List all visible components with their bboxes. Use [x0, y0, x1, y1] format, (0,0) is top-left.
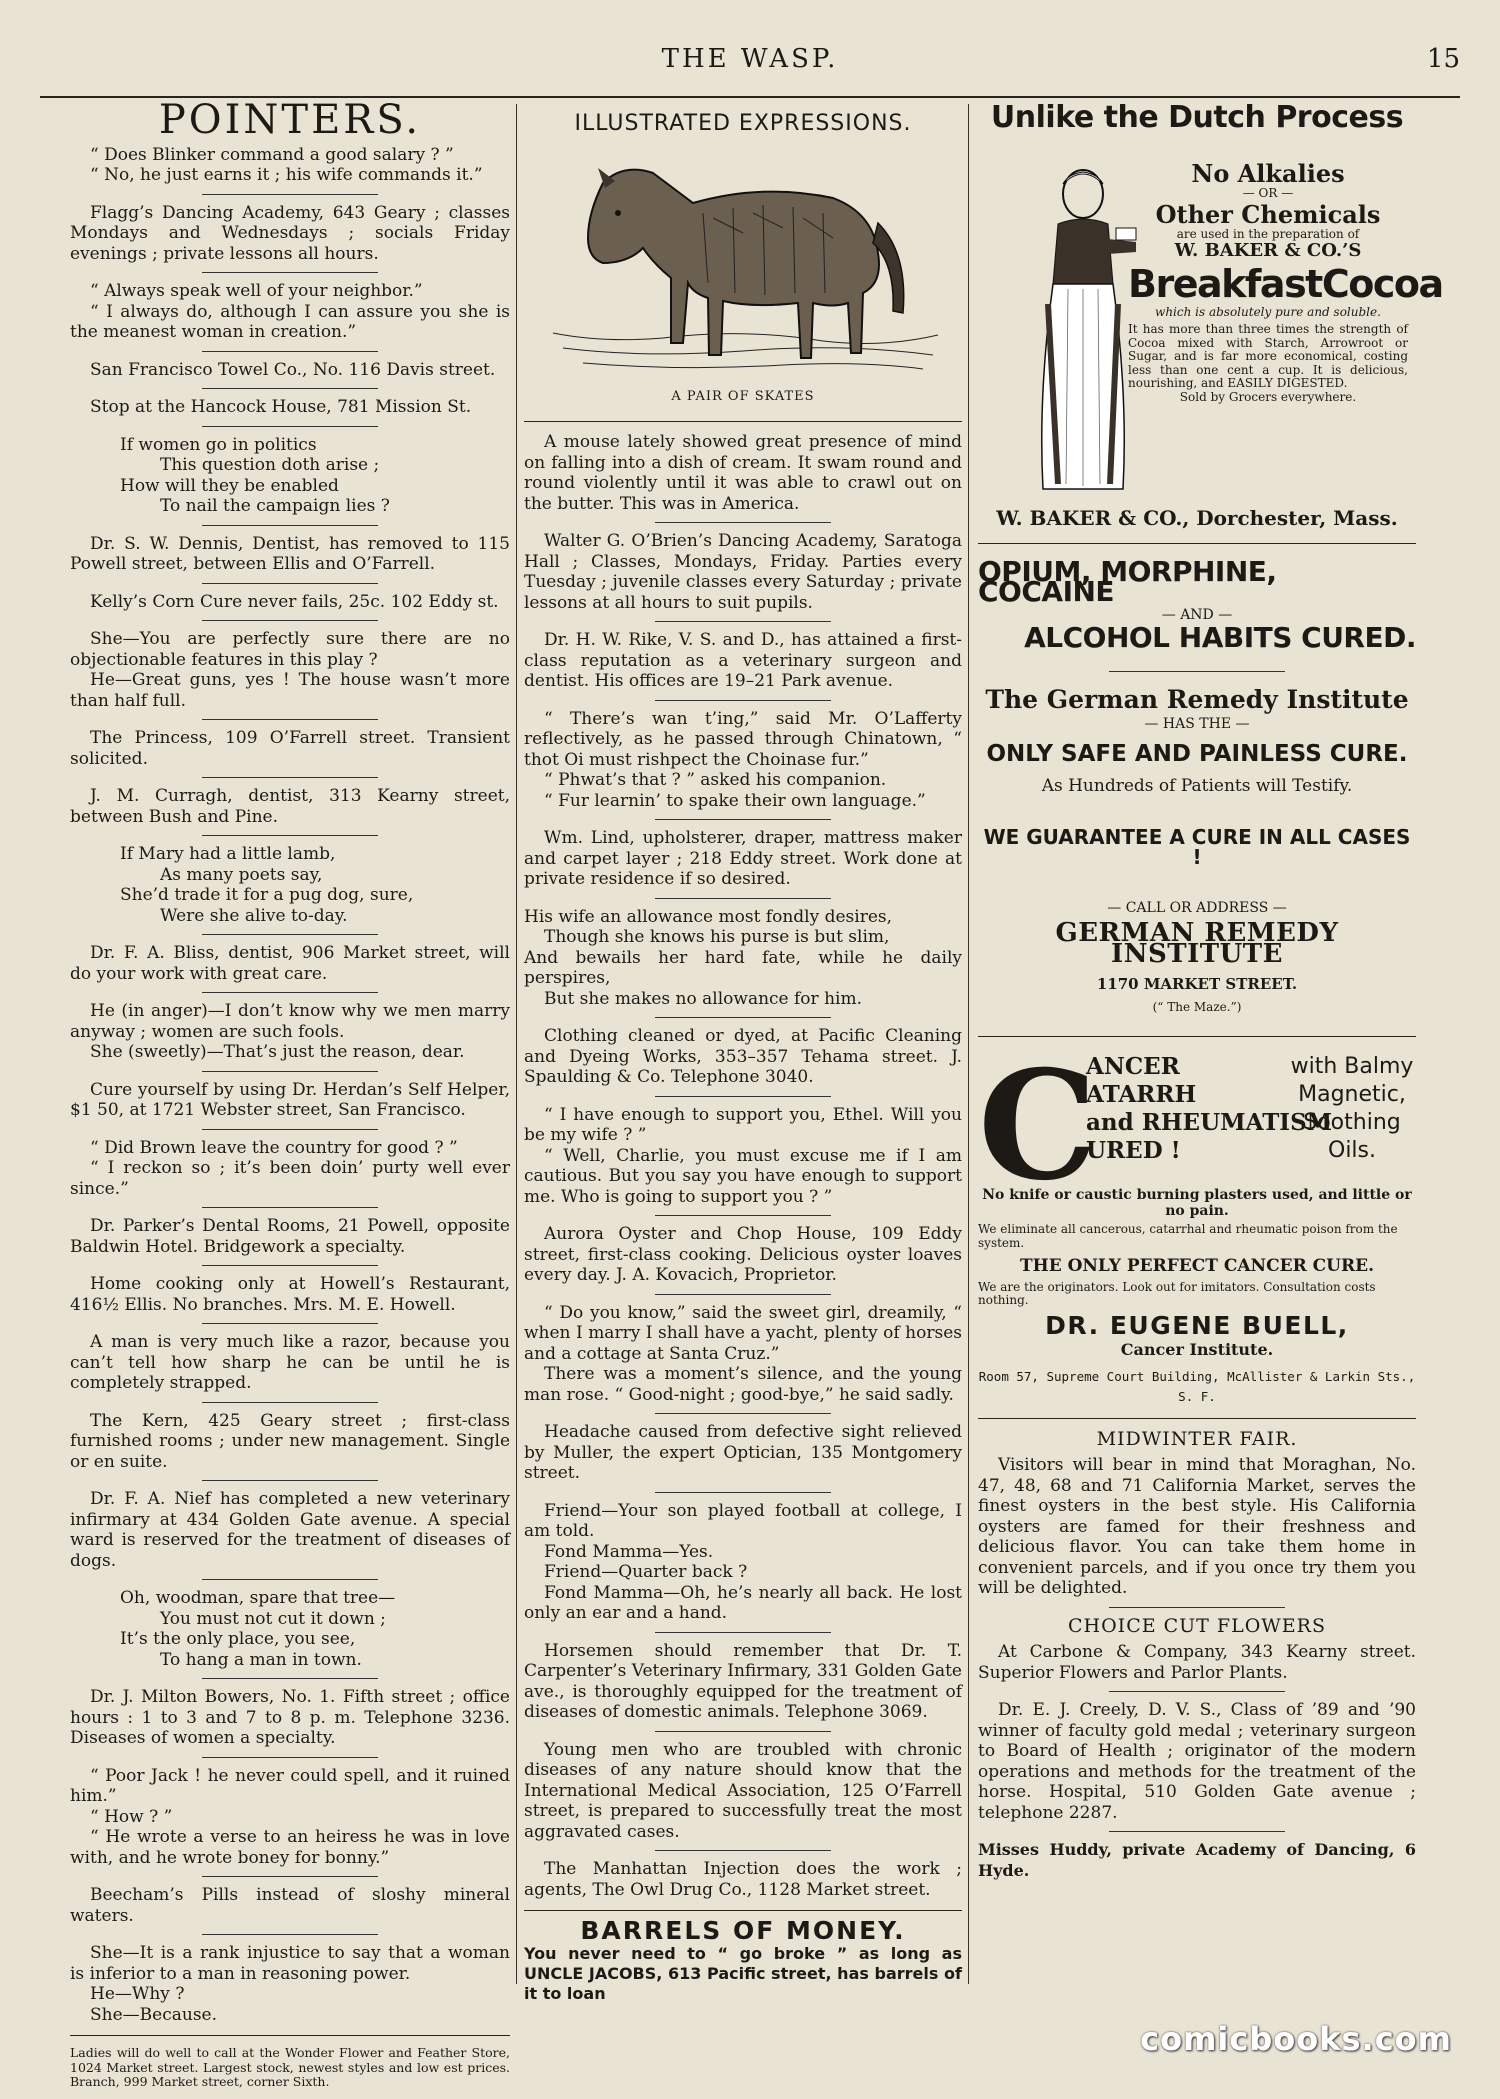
separator — [655, 1850, 830, 1851]
page-header — [40, 44, 1460, 84]
football-joke: Friend—Your son played football at college, I am told. Fond Mamma—Yes. Friend—Quarter back ? Fond Mamma—Oh, he’s nearly all back. He lost only an ear and a hand. — [524, 1500, 962, 1623]
separator — [202, 525, 378, 526]
rike-ad: Dr. H. W. Rike, V. S. and D., has attained a first-class reputation as a veterinary surgeon and dentist. His offices are 19–21 Park avenue. — [524, 630, 962, 691]
rule — [978, 1036, 1416, 1037]
separator — [1109, 1607, 1284, 1608]
separator — [655, 819, 830, 820]
neighbor-joke: “ Always speak well of your neighbor.” “ I always do, although I can assure you she is the meanest woman in creation.” — [70, 281, 510, 342]
huddy-ad: Misses Huddy, private Academy of Dancing, 6 Hyde. — [978, 1840, 1416, 1880]
separator — [655, 621, 830, 622]
separator — [655, 1632, 830, 1633]
clothing-ad: Clothing cleaned or dyed, at Pacific Cleaning and Dyeing Works, 353–357 Tehama street. J. Spaulding & Co. Telephone 3040. — [524, 1026, 962, 1087]
column-divider-2 — [968, 104, 969, 1984]
princess-ad: The Princess, 109 O’Farrell street. Transient solicited. — [70, 728, 510, 769]
politics-poem: If women go in politics This question doth arise ; How will they be enabled To nail the campaign lies ? — [120, 434, 390, 516]
column-illustrated — [524, 104, 962, 2004]
chocolate-girl-illustration — [1028, 164, 1138, 494]
separator — [202, 1757, 378, 1758]
olafferty-joke: “ There’s wan t’ing,” said Mr. O’Lafferty reflectively, as he passed through Chinatown, “ thot Oi must rishpect the Choinase fur.” “ Phwat’s that ? ” asked his companion. “ Fur learnin’ to spake their own language.” — [524, 708, 962, 811]
aurora-ad: Aurora Oyster and Chop House, 109 Eddy street, first-class cooking. Delicious oyster loaves every day. J. A. Kovacich, Proprietor. — [524, 1224, 962, 1285]
separator — [202, 1265, 378, 1266]
breakfast-cocoa-logo: BreakfastCocoa — [1128, 261, 1443, 306]
column-divider-1 — [516, 104, 517, 1984]
separator — [202, 934, 378, 935]
separator — [202, 351, 378, 352]
separator — [202, 1876, 378, 1877]
pointers-heading: POINTERS. — [158, 97, 422, 143]
separator — [202, 1071, 378, 1072]
midwinter-fair-heading: MIDWINTER FAIR. — [1096, 1427, 1298, 1450]
separator — [202, 1480, 378, 1481]
separator — [655, 700, 830, 701]
separator — [202, 426, 378, 427]
allowance-poem: His wife an allowance most fondly desires, Though she knows his purse is but slim, And bewails her hard fate, while he daily perspires, But she makes no allowance for him. — [524, 906, 962, 1009]
separator — [1109, 1831, 1284, 1832]
manhattan-ad: The Manhattan Injection does the work ; agents, The Owl Drug Co., 1128 Market street. — [524, 1859, 962, 1900]
flowers-text: At Carbone & Company, 343 Kearny street. Superior Flowers and Parlor Plants. — [978, 1642, 1416, 1683]
horse-illustration — [543, 143, 943, 383]
separator — [202, 1402, 378, 1403]
anger-joke: He (in anger)—I don’t know why we men marry anyway ; women are such fools. She (sweetly)—That’s just the reason, dear. — [70, 1001, 510, 1062]
creely-ad: Dr. E. J. Creely, D. V. S., Class of ’89 and ’90 winner of faculty gold medal ; veterinary surgeon to Board of Health ; originator of the modern operations and methods for the treatment of the horse. Hospital, 510 Golden Gate avenue ; telephone 2287. — [978, 1700, 1416, 1823]
separator — [202, 777, 378, 778]
separator — [202, 583, 378, 584]
curragh-ad: J. M. Curragh, dentist, 313 Kearny street, between Bush and Pine. — [70, 786, 510, 827]
flowers-heading: CHOICE CUT FLOWERS — [1068, 1614, 1326, 1637]
wonder-store-ad: Ladies will do well to call at the Wonder Flower and Feather Store, 1024 Market street. Largest stock, newest styles and low est prices. Branch, 999 Market street, corner Sixth. — [70, 2045, 510, 2089]
separator — [202, 388, 378, 389]
separator — [655, 898, 830, 899]
cancer-ad: C ANCER ATARRH and RHEUMATISM URED ! with Balmy Magnetic, Soothing Oils. No knife or caustic burning plasters used, and little or no pain. We eliminate all cancerous, catarrhal and rheumatic poison from the system. THE ONLY PERFECT CANCER CURE. We are the originators. Look out for imitators. Consultation costs nothing. DR. EUGENE BUELL, Cancer Institute. Room 57, Supreme Court Building, McAllister & Larkin Sts., S. F. — [978, 1038, 1416, 1404]
intl-medical-ad: Young men who are troubled with chronic diseases of any nature should know that the International Medical Association, 125 O’Farrell street, is prepared to successfully treat the most aggravated cases. — [524, 1739, 962, 1842]
publication-title: THE WASP. — [661, 44, 839, 74]
separator — [202, 719, 378, 720]
brown-joke: “ Did Brown leave the country for good ? ” “ I reckon so ; it’s been doin’ purty well ever since.” — [70, 1137, 510, 1199]
opium-ad: OPIUM, MORPHINE, COCAINE — AND — ALCOHOL HABITS CURED. The German Remedy Institute — HAS THE — ONLY SAFE AND PAINLESS CURE. As Hundreds of Patients will Testify. WE GUARANTEE A CURE IN ALL CASES ! — CALL OR ADDRESS — GERMAN REMEDY INSTITUTE 1170 MARKET STREET. (“ The Maze.”) — [978, 554, 1416, 1014]
baker-address: W. BAKER & CO., Dorchester, Mass. — [996, 506, 1398, 530]
separator — [202, 1934, 378, 1935]
nief-ad: Dr. F. A. Nief has completed a new veterinary infirmary at 434 Golden Gate avenue. A special ward is reserved for the treatment of diseases of dogs. — [70, 1489, 510, 1571]
rule — [978, 543, 1416, 544]
separator — [202, 194, 378, 195]
obrien-ad: Walter G. O’Brien’s Dancing Academy, Saratoga Hall ; Classes, Mondays, Friday. Parties every Tuesday ; juvenile classes every Saturday ; private lessons at all hours to suit pupils. — [524, 531, 962, 613]
yacht-joke: “ Do you know,” said the sweet girl, dreamily, “ when I marry I shall have a yacht, plenty of horses and a cottage at Santa Cruz.” There was a moment’s silence, and the young man rose. “ Good-night ; good-bye,” he said sadly. — [524, 1302, 962, 1405]
column-advertisements — [978, 100, 1443, 1889]
midwinter-fair-text: Visitors will bear in mind that Moraghan, No. 47, 48, 68 and 71 California Market, serves the finest oysters in the best style. His California oysters are famed for their freshness and delicious flavor. You can take them home in convenient parcels, and if you once try them you will be delighted. — [978, 1455, 1416, 1598]
page-number: 15 — [1426, 44, 1460, 74]
hancock-ad: Stop at the Hancock House, 781 Mission St. — [90, 397, 472, 417]
injustice-joke: She—It is a rank injustice to say that a woman is inferior to a man in reasoning power. He—Why ? She—Because. — [70, 1943, 510, 2025]
separator — [655, 1096, 830, 1097]
barrels-heading: BARRELS OF MONEY. — [580, 1916, 906, 1945]
separator — [202, 1207, 378, 1208]
cocoa-headline: Unlike the Dutch Process — [990, 100, 1404, 135]
separator — [655, 1215, 830, 1216]
bowers-ad: Dr. J. Milton Bowers, No. 1. Fifth street ; office hours : 1 to 3 and 7 to 8 p. m. Telephone 3236. Diseases of women a specialty. — [70, 1687, 510, 1748]
separator — [655, 1294, 830, 1295]
jack-joke: “ Poor Jack ! he never could spell, and it ruined him.” “ How ? ” “ He wrote a verse to an heiress he was in love with, and he wrote boney for bonny.” — [70, 1765, 510, 1868]
woodman-poem: Oh, woodman, spare that tree— You must not cut it down ; It’s the only place, you see, To hang a man in town. — [120, 1588, 396, 1670]
herdan-ad: Cure yourself by using Dr. Herdan’s Self Helper, $1 50, at 1721 Webster street, San Francisco. — [70, 1079, 510, 1120]
illustration-caption: A PAIR OF SKATES — [671, 388, 815, 404]
separator — [1109, 671, 1284, 672]
separator — [202, 1579, 378, 1580]
mouse-joke: A mouse lately showed great presence of mind on falling into a dish of cream. It swam round and round violently until it was able to crawl out on the butter. This was in America. — [524, 432, 962, 514]
separator — [1109, 1691, 1284, 1692]
kern-ad: The Kern, 425 Geary street ; first-class furnished rooms ; under new management. Single or en suite. — [70, 1410, 510, 1472]
cocoa-text: No Alkalies — OR — Other Chemicals are used in the preparation of W. BAKER & CO.’S BreakfastCocoa which is absolutely pure and soluble. It has more than three times the strength of Cocoa mixed with Starch, Arrowroot or Sugar, and is far more economical, costing less than one cent a cup. It is delicious, nourishing, and EASILY DIGESTED. Sold by Grocers everywhere. — [1128, 159, 1443, 404]
ethel-joke: “ I have enough to support you, Ethel. Will you be my wife ? ” “ Well, Charlie, you must excuse me if I am cautious. But you say you have enough to support me. Who is going to support you ? ” — [524, 1104, 962, 1207]
separator — [202, 620, 378, 621]
separator — [655, 1492, 830, 1493]
separator — [655, 522, 830, 523]
separator — [655, 1413, 830, 1414]
dennis-ad: Dr. S. W. Dennis, Dentist, has removed to 115 Powell street, between Ellis and O’Farrell. — [70, 533, 510, 574]
kelly-ad: Kelly’s Corn Cure never fails, 25c. 102 Eddy st. — [90, 591, 499, 612]
razor-joke: A man is very much like a razor, because you can’t tell how sharp he can be until he is completely strapped. — [70, 1332, 510, 1393]
big-c-letter: C — [978, 1038, 1098, 1214]
separator — [202, 1129, 378, 1130]
separator — [202, 835, 378, 836]
rule — [70, 2035, 510, 2036]
rule — [524, 1910, 962, 1911]
carpenter-ad: Horsemen should remember that Dr. T. Carpenter’s Veterinary Infirmary, 331 Golden Gate ave., is thoroughly equipped for the treatment of diseases of domestic animals. Telephone 3069. — [524, 1640, 962, 1722]
blinker-joke: “ Does Blinker command a good salary ? ” “ No, he just earns it ; his wife commands it.” — [90, 144, 483, 185]
separator — [655, 1017, 830, 1018]
towel-ad: San Francisco Towel Co., No. 116 Davis street. — [90, 359, 496, 380]
site-watermark: comicbooks.com — [1140, 2020, 1452, 2058]
beecham-ad: Beecham’s Pills instead of sloshy mineral waters. — [70, 1885, 510, 1926]
flagg-ad: Flagg’s Dancing Academy, 643 Geary ; classes Mondays and Wednesdays ; socials Friday evenings ; private lessons all hours. — [70, 202, 510, 264]
column-pointers — [70, 97, 510, 2098]
parker-ad: Dr. Parker’s Dental Rooms, 21 Powell, opposite Baldwin Hotel. Bridgework a specialty. — [70, 1216, 510, 1257]
separator — [202, 1323, 378, 1324]
barrels-text: You never need to “ go broke ” as long as UNCLE JACOBS, 613 Pacific street, has barrels of it to loan — [524, 1943, 962, 2003]
separator — [202, 1678, 378, 1679]
mary-poem: If Mary had a little lamb, As many poets say, She’d trade it for a pug dog, sure, Were she alive to-day. — [120, 844, 414, 926]
baker-cocoa-ad — [978, 100, 1443, 508]
rule — [524, 421, 962, 422]
lind-ad: Wm. Lind, upholsterer, draper, mattress maker and carpet layer ; 218 Eddy street. Work done at private residence if so desired. — [524, 828, 962, 889]
rule — [978, 1418, 1416, 1419]
cancer-banner: C ANCER ATARRH and RHEUMATISM URED ! with Balmy Magnetic, Soothing Oils. — [978, 1038, 1414, 1214]
bliss-ad: Dr. F. A. Bliss, dentist, 906 Market street, will do your work with great care. — [70, 943, 510, 984]
muller-ad: Headache caused from defective sight relieved by Muller, the expert Optician, 135 Montgomery street. — [524, 1422, 962, 1483]
illustrated-heading: ILLUSTRATED EXPRESSIONS. — [574, 111, 912, 136]
separator — [655, 1731, 830, 1732]
play-joke: She—You are perfectly sure there are no objectionable features in this play ? He—Great guns, yes ! The house wasn’t more than half full. — [70, 629, 510, 711]
separator — [202, 992, 378, 993]
separator — [202, 272, 378, 273]
howell-ad: Home cooking only at Howell’s Restaurant, 416½ Ellis. No branches. Mrs. M. E. Howell. — [70, 1274, 510, 1315]
